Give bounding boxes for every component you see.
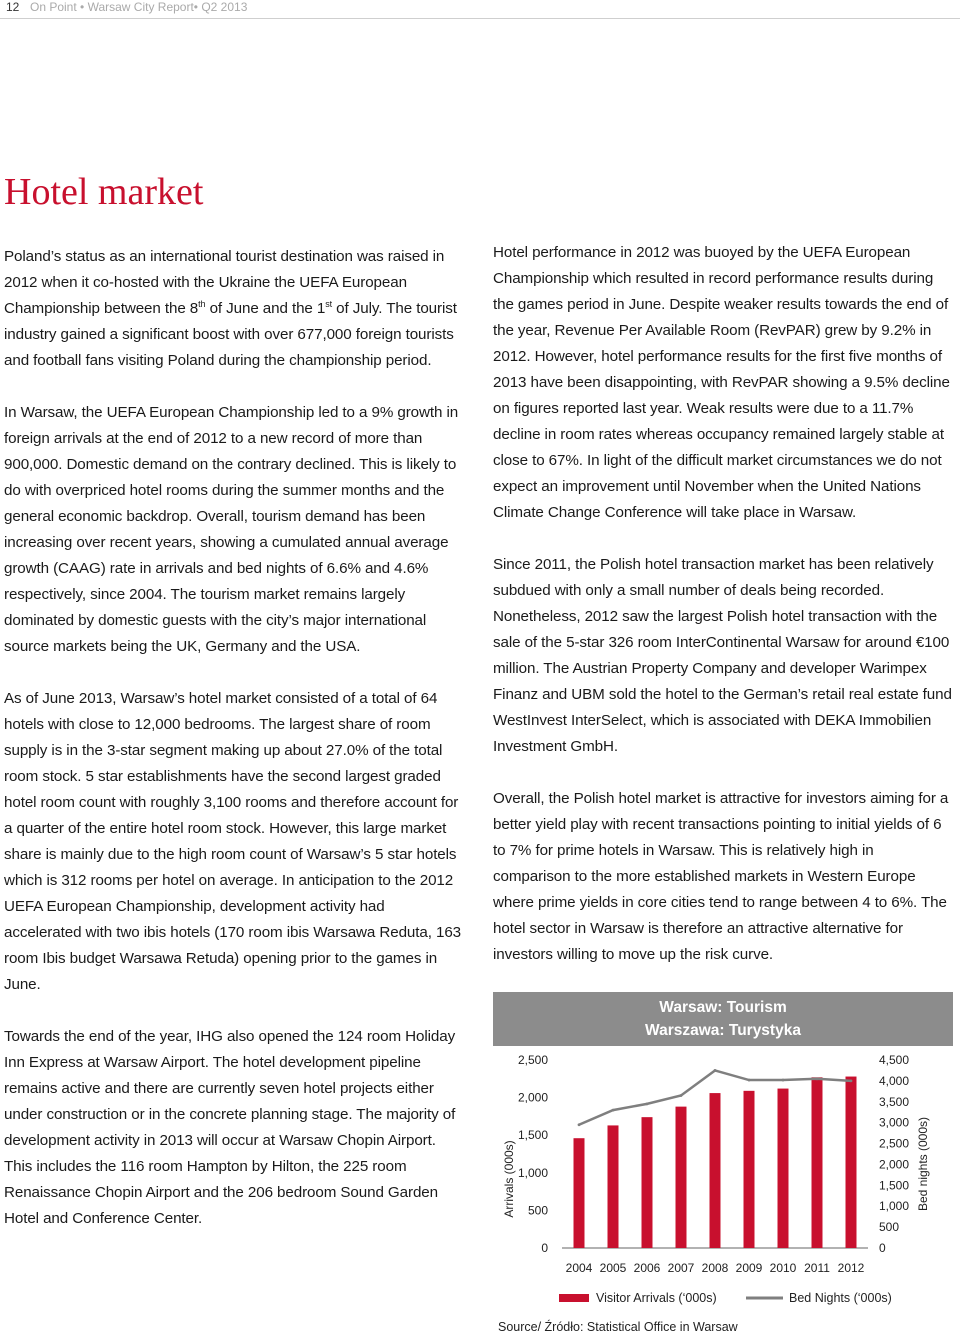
arrivals-bar <box>676 1107 687 1248</box>
x-tick-label: 2007 <box>667 1261 695 1275</box>
y-tick-label-right: 4,500 <box>879 1053 910 1067</box>
x-tick-label: 2010 <box>769 1261 797 1275</box>
arrivals-bar <box>608 1125 619 1248</box>
legend-label-bed-nights: Bed Nights (‘000s) <box>789 1291 892 1305</box>
y-tick-label-right: 500 <box>879 1220 900 1235</box>
right-column <box>493 240 953 994</box>
arrivals-bar <box>642 1117 653 1248</box>
y-tick-label-right: 2,500 <box>879 1136 910 1151</box>
bed-nights-point <box>748 1079 751 1082</box>
x-tick-label: 2006 <box>633 1261 661 1275</box>
arrivals-bar <box>812 1077 823 1248</box>
y-tick-label-right: 4,000 <box>879 1073 910 1088</box>
y-tick-label-right: 2,000 <box>879 1157 910 1172</box>
y-axis-label-right: Bed nights (000s) <box>916 1116 930 1212</box>
paragraph-performance: Hotel performance in 2012 was buoyed by the UEFA European Championship which resulted in record performance results during the games period in June. Despite weaker results towards the end of the year, Revenue Per Available Room (RevPAR) grew by 9.2% in 2012. However, hotel performance results for the first five months of 2013 have been disappointing, with RevPAR showing a 9.5% decline on figures reported last year. Weak results were due to a 11.7% decline in room rates whereas occupancy remained largely stable at close to 67%. In light of the difficult market circumstances we do not expect an improvement until November when the United Nations Climate Change Conference will take place in Warsaw. <box>493 244 950 521</box>
y-tick-label-left: 2,500 <box>517 1053 548 1067</box>
x-tick-label: 2009 <box>735 1261 763 1275</box>
y-tick-label-right: 3,500 <box>879 1094 910 1109</box>
paragraph-intro <box>4 244 466 374</box>
arrivals-bar <box>778 1089 789 1248</box>
legend-label-arrivals: Visitor Arrivals (‘000s) <box>596 1291 717 1305</box>
intro-text-c: of July. The tourist industry gained a significant boost with over 677,000 foreign tourists and football fans visiting Poland during the championship period. <box>4 300 457 369</box>
x-tick-label: 2012 <box>837 1261 865 1275</box>
y-tick-label-left: 1,000 <box>517 1165 548 1180</box>
y-tick-label-left: 0 <box>541 1241 548 1255</box>
y-tick-label-left: 1,500 <box>517 1128 548 1143</box>
chart-plot <box>493 1046 953 1322</box>
paragraph-pipeline: Towards the end of the year, IHG also opened the 124 room Holiday Inn Express at Warsaw Airport. The hotel development pipeline remains active and there are currently seven hotel projects either under construction or in the concrete planning stage. The majority of development activity in 2013 will occur at Warsaw Chopin Airport. This includes the 116 room Hampton by Hilton, the 225 room Renaissance Chopin Airport and the 206 bedroom Sound Garden Hotel and Conference Center. <box>4 1028 456 1227</box>
arrivals-bar <box>574 1138 585 1248</box>
x-tick-label: 2005 <box>599 1261 627 1275</box>
y-tick-label-right: 1,000 <box>879 1199 910 1214</box>
intro-text-a: Poland’s status as an international tourist destination was raised in 2012 when it co-hosted with the Ukraine the UEFA European Championship between the 8 <box>4 248 445 317</box>
bed-nights-point <box>646 1102 649 1105</box>
chart-subtitle: Warszawa: Turystyka <box>645 1022 801 1039</box>
bed-nights-point <box>578 1123 581 1126</box>
tourism-chart <box>493 992 953 1337</box>
bed-nights-point <box>816 1077 819 1080</box>
ordinal-superscript: th <box>198 298 206 309</box>
y-tick-label-right: 3,000 <box>879 1115 910 1130</box>
bed-nights-point <box>782 1079 785 1082</box>
left-column <box>4 244 466 1258</box>
page-header <box>0 0 960 20</box>
intro-text-b: of June and the 1 <box>205 300 326 317</box>
chart-title-box <box>493 992 953 1046</box>
arrivals-bar <box>846 1077 857 1248</box>
bed-nights-point <box>612 1109 615 1112</box>
paragraph-transactions: Since 2011, the Polish hotel transaction market has been relatively subdued with only a small number of deals being recorded. Nonetheless, 2012 saw the largest Polish hotel transaction with the sale of the 5-star 326 room InterContinental Warsaw for around €100 million. The Austrian Property Company and developer Warimpex Finanz and UBM sold the hotel to the German’s retail real estate fund WestInvest InterSelect, which is associated with DEKA Immobilien Investment GmbH. <box>493 556 952 755</box>
arrivals-bar <box>744 1091 755 1248</box>
legend-swatch-arrivals <box>559 1294 589 1302</box>
paragraph-investment: Overall, the Polish hotel market is attractive for investors aiming for a better yield play with recent transactions pointing to initial yields of 6 to 7% for prime hotels in Warsaw. This is relatively high in comparison to the more established markets in Western Europe where prime yields in core cities tend to range between 4 to 6%. The hotel sector in Warsaw is therefore an attractive alternative for investors willing to move up the risk curve. <box>493 790 949 963</box>
y-tick-label-left: 2,000 <box>517 1090 548 1105</box>
page-title: Hotel market <box>4 171 204 213</box>
paragraph-demand: In Warsaw, the UEFA European Championship led to a 9% growth in foreign arrivals at the end of 2012 to a new record of more than 900,000. Domestic demand on the contrary declined. This is likely to do with overpriced hotel rooms during the summer months and the general economic backdrop. Overall, tourism demand has been increasing over recent years, showing a cumulated annual average growth (CAAG) rate in arrivals and bed nights of 6.6% and 4.6% respectively, since 2004. The tourism market remains largely dominated by domestic guests with the city’s major international source markets being the UK, Germany and the USA. <box>4 404 459 655</box>
bed-nights-point <box>850 1079 853 1082</box>
arrivals-bar <box>710 1093 721 1248</box>
paragraph-supply: As of June 2013, Warsaw’s hotel market consisted of a total of 64 hotels with close to 12,000 bedrooms. The largest share of room supply is in the 3-star segment making up about 27.0% of the total room stock. 5 star establishments have the second largest graded hotel room count with roughly 3,100 rooms and therefore account for a quarter of the entire hotel room stock. However, this large market share is mainly due to the high room count of Warsaw’s 5 star hotels which is 312 rooms per hotel on average. In anticipation to the 2012 UEFA European Championship, development activity had accelerated with two ibis hotels (170 room ibis Warsawa Reduta, 163 room Ibis budget Warsawa Retuda) opening prior to the games in June. <box>4 690 462 993</box>
ordinal-superscript: st <box>325 298 333 309</box>
y-axis-label-left: Arrivals (000s) <box>502 1140 516 1218</box>
breadcrumb: On Point • Warsaw City Report• Q2 2013 <box>30 0 248 14</box>
page-number: 12 <box>6 0 20 14</box>
y-tick-label-right: 0 <box>879 1241 886 1255</box>
bed-nights-point <box>680 1094 683 1097</box>
x-tick-label: 2008 <box>701 1261 729 1275</box>
x-tick-label: 2004 <box>565 1261 593 1275</box>
chart-title: Warsaw: Tourism <box>659 999 787 1016</box>
x-tick-label: 2011 <box>804 1261 830 1275</box>
header-divider <box>0 18 960 19</box>
y-tick-label-left: 500 <box>527 1203 548 1218</box>
bed-nights-point <box>714 1069 717 1072</box>
chart-source: Source/ Źródło: Statistical Office in Warsaw <box>498 1320 738 1334</box>
y-tick-label-right: 1,500 <box>879 1178 910 1193</box>
